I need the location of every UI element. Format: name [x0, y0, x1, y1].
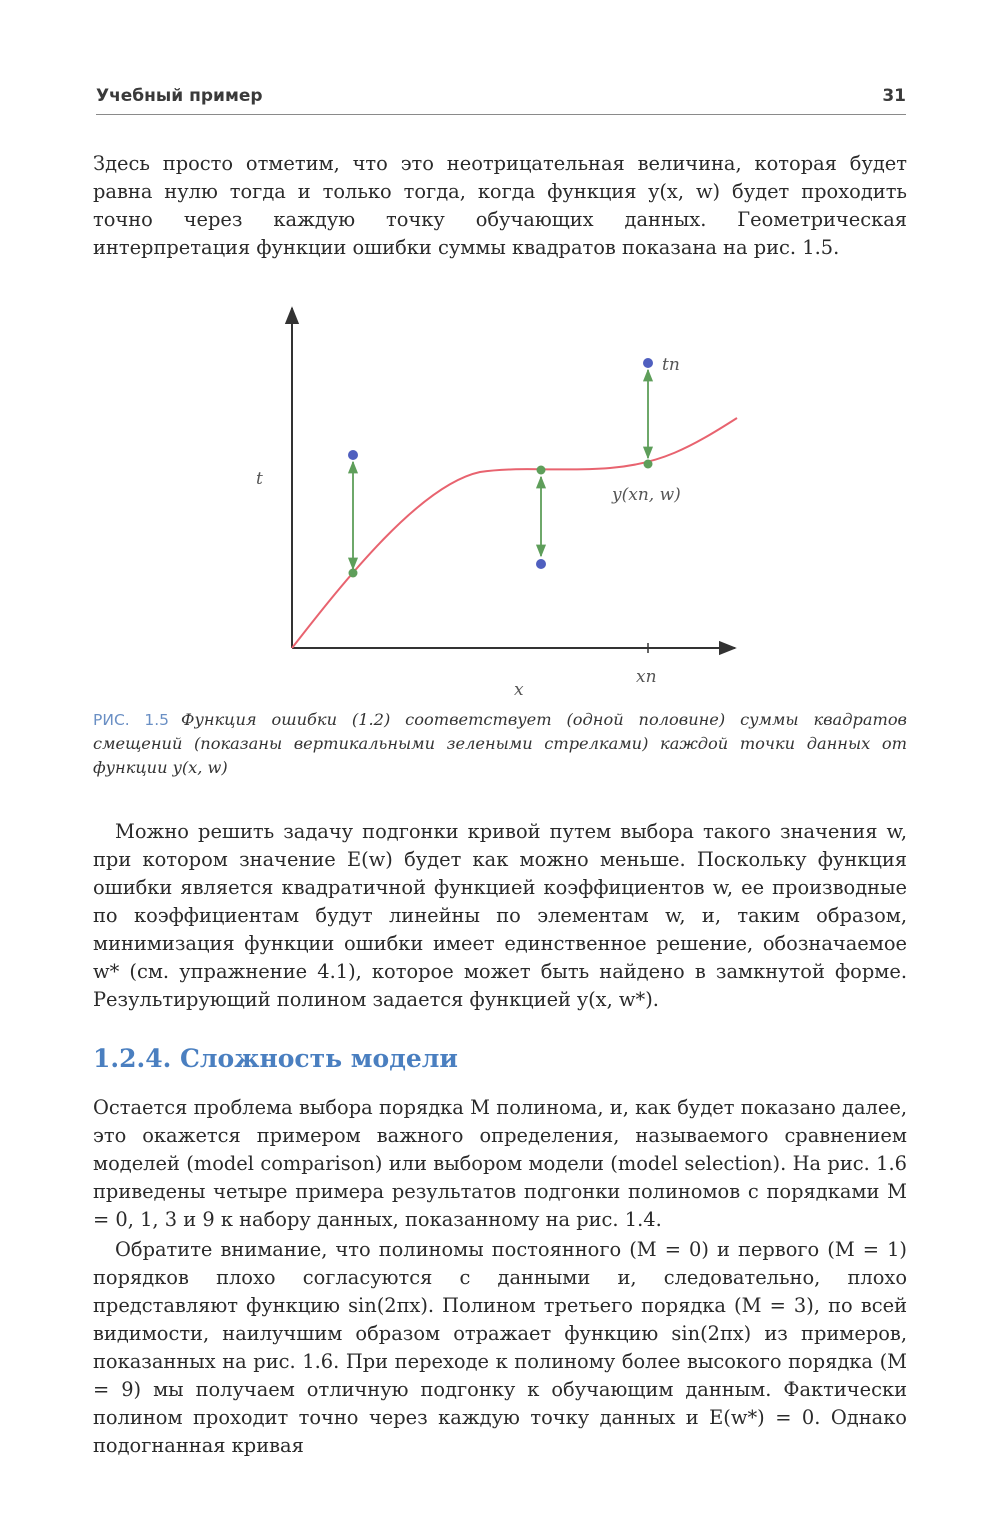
label-xn: xn — [636, 667, 657, 687]
axis-label-t: t — [256, 469, 263, 489]
figure-caption-text: Функция ошибки (1.2) соответствует (одной половине) суммы квадратов смещений (показаны вертикальными зелеными стрелками) каждой точки данных от функции y(x, w) — [93, 710, 907, 777]
paragraph-polynomial-comparison: Обратите внимание, что полиномы постоянного (M = 0) и первого (M = 1) порядков плохо согласуются с данными и, следовательно, плохо представляют функцию sin(2πx). Полином третьего порядка (M = 3), по всей видимости, наилучшим образом отражает функцию sin(2πx) из примеров, показанных на рис. 1.6. При переходе к полиному более высокого порядка (M = 9) мы получаем отличную подгонку к обучающим данным. Фактически полином проходит точно через каждую точку данных и E(w*) = 0. Однако подогнанная кривая — [93, 1238, 907, 1457]
paragraph-intro: Здесь просто отметим, что это неотрицательная величина, которая будет равна нулю тогда и только тогда, когда функция y(x, w) будет проходить точно через каждую точку обучающих данных. Геометрическая интерпретация функции ошибки суммы квадратов показана на рис. 1.5. — [93, 152, 907, 259]
section-heading: 1.2.4. Сложность модели — [93, 1044, 458, 1073]
paragraph-curve-fitting: Можно решить задачу подгонки кривой путем выбора такого значения w, при котором значение E(w) будет как можно меньше. Поскольку функция ошибки является квадратичной функцией коэффициентов w, ее производные по коэффициентам будут линейны по элементам w, и, таким образом, минимизация функции ошибки имеет единственное решение, обозначаемое w* (см. упражнение 4.1), которое может быть найдено в замкнутой форме. Результирующий полином задается функцией y(x, w*). — [93, 820, 907, 1011]
axis-label-x: x — [514, 680, 524, 700]
figure-1-5-plot — [0, 290, 1000, 710]
target-point-3 — [643, 358, 653, 368]
fit-curve — [292, 418, 737, 648]
label-y-xn-w: y(xn, w) — [612, 485, 681, 505]
target-point-2 — [536, 559, 546, 569]
running-head-title: Учебный пример — [96, 86, 263, 106]
curve-point-2 — [537, 466, 546, 475]
running-head — [96, 84, 906, 115]
figure-caption — [93, 708, 907, 780]
target-point-1 — [348, 450, 358, 460]
label-tn: tn — [662, 355, 680, 375]
curve-point-3 — [644, 460, 653, 469]
page-number: 31 — [882, 86, 906, 106]
figure-label: РИС. 1.5 — [93, 711, 170, 729]
paragraph-model-order: Остается проблема выбора порядка M полинома, и, как будет показано далее, это окажется примером важного определения, называемого сравнением моделей (model comparison) или выбором модели (model selection). На рис. 1.6 приведены четыре примера результатов подгонки полиномов с порядками M = 0, 1, 3 и 9 к набору данных, показанному на рис. 1.4. — [93, 1096, 907, 1231]
figure-1-5 — [0, 290, 1000, 710]
curve-point-1 — [349, 569, 358, 578]
